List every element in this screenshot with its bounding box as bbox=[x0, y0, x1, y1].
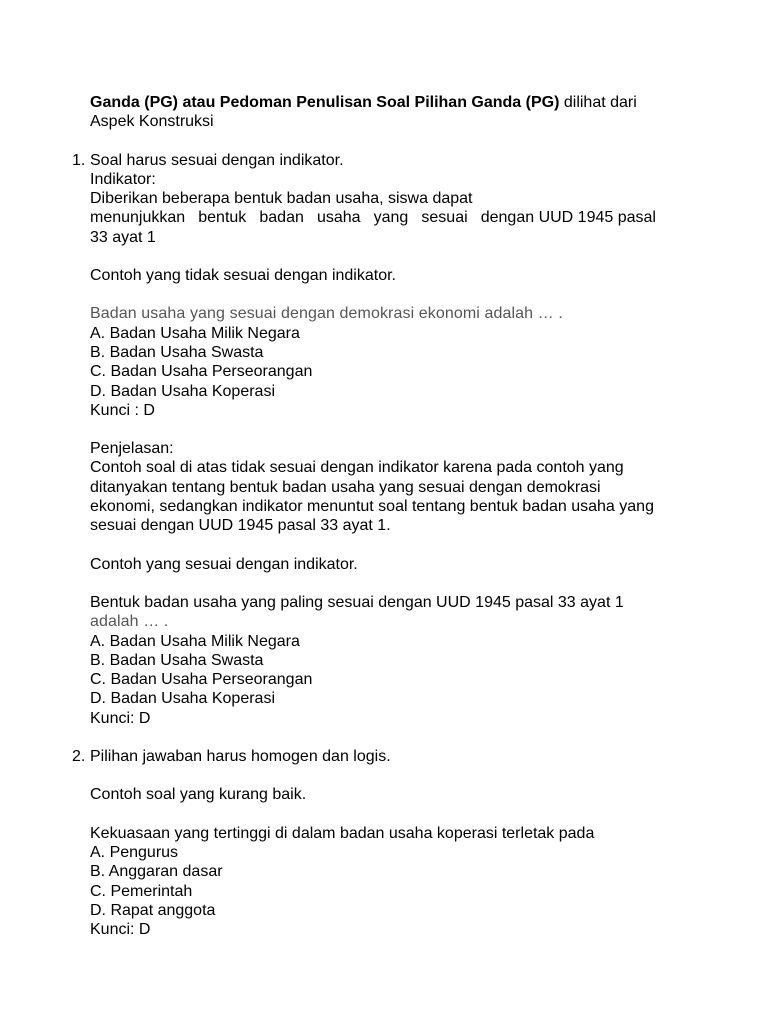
option-item: A. Badan Usaha Milik Negara bbox=[90, 324, 300, 342]
good-question-line-1: Bentuk badan usaha yang paling sesuai dengan UUD 1945 pasal 33 ayat 1 bbox=[90, 593, 624, 611]
indikator-word: usaha bbox=[316, 209, 361, 227]
option-item: B. Badan Usaha Swasta bbox=[90, 343, 264, 361]
heading-line-2: Aspek Konstruksi bbox=[90, 113, 214, 131]
indikator-word: menunjukkan bbox=[90, 209, 186, 227]
option-item: A. Pengurus bbox=[90, 843, 179, 861]
indikator-line-3: 33 ayat 1 bbox=[90, 228, 156, 246]
option-item: B. Badan Usaha Swasta bbox=[90, 651, 264, 669]
indikator-word: sesuai bbox=[421, 209, 468, 227]
good-example-label: Contoh yang sesuai dengan indikator. bbox=[90, 555, 358, 573]
answer-key: Kunci : D bbox=[90, 401, 155, 419]
option-item: C. Pemerintah bbox=[90, 882, 193, 900]
indikator-word: bentuk bbox=[198, 209, 247, 227]
heading-bold-text: Ganda (PG) atau Pedoman Penulisan Soal Pilihan Ganda (PG) bbox=[90, 94, 560, 111]
good-question-line-2: adalah … . bbox=[90, 613, 169, 631]
indikator-line-2 bbox=[90, 208, 656, 227]
section-2-title: Pilihan jawaban harus homogen dan logis. bbox=[90, 748, 391, 766]
document-content bbox=[72, 93, 710, 939]
option-item: C. Badan Usaha Perseorangan bbox=[90, 671, 313, 689]
bad-question: Badan usaha yang sesuai dengan demokrasi ekonomi adalah … . bbox=[90, 305, 563, 323]
explanation-line: Contoh soal di atas tidak sesuai dengan indikator karena pada contoh yang bbox=[90, 459, 624, 477]
indikator-line-1: Diberikan beberapa bentuk badan usaha, siswa dapat bbox=[90, 190, 473, 208]
answer-key: Kunci: D bbox=[90, 709, 151, 727]
option-item: A. Badan Usaha Milik Negara bbox=[90, 632, 300, 650]
answer-key: Kunci: D bbox=[90, 921, 151, 939]
indikator-word: dengan UUD 1945 pasal bbox=[480, 209, 656, 227]
explanation-line: sesuai dengan UUD 1945 pasal 33 ayat 1. bbox=[90, 517, 391, 535]
section-2-number: 2. bbox=[72, 748, 86, 766]
option-item: D. Rapat anggota bbox=[90, 901, 216, 919]
section-2 bbox=[72, 747, 710, 939]
indikator-label: Indikator: bbox=[90, 170, 156, 188]
indikator-word: badan bbox=[259, 209, 304, 227]
section-1-title: Soal harus sesuai dengan indikator. bbox=[90, 151, 344, 169]
section-1 bbox=[72, 151, 710, 728]
explanation-line: ekonomi, sedangkan indikator menuntut soal tentang bentuk badan usaha yang bbox=[90, 498, 654, 516]
indikator-word: yang bbox=[373, 209, 409, 227]
option-item: D. Badan Usaha Koperasi bbox=[90, 382, 275, 400]
section-2-question: Kekuasaan yang tertinggi di dalam badan usaha koperasi terletak pada bbox=[90, 824, 595, 842]
explanation-label: Penjelasan: bbox=[90, 440, 174, 458]
section-1-number: 1. bbox=[72, 151, 86, 169]
explanation-line: ditanyakan tentang bentuk badan usaha yang sesuai dengan demokrasi bbox=[90, 478, 601, 496]
section-2-example-label: Contoh soal yang kurang baik. bbox=[90, 786, 307, 804]
heading-rest-text: dilihat dari bbox=[559, 94, 637, 111]
option-item: D. Badan Usaha Koperasi bbox=[90, 690, 275, 708]
option-item: C. Badan Usaha Perseorangan bbox=[90, 363, 313, 381]
document-heading bbox=[90, 93, 710, 112]
option-item: B. Anggaran dasar bbox=[90, 863, 223, 881]
bad-example-label: Contoh yang tidak sesuai dengan indikator. bbox=[90, 267, 396, 285]
